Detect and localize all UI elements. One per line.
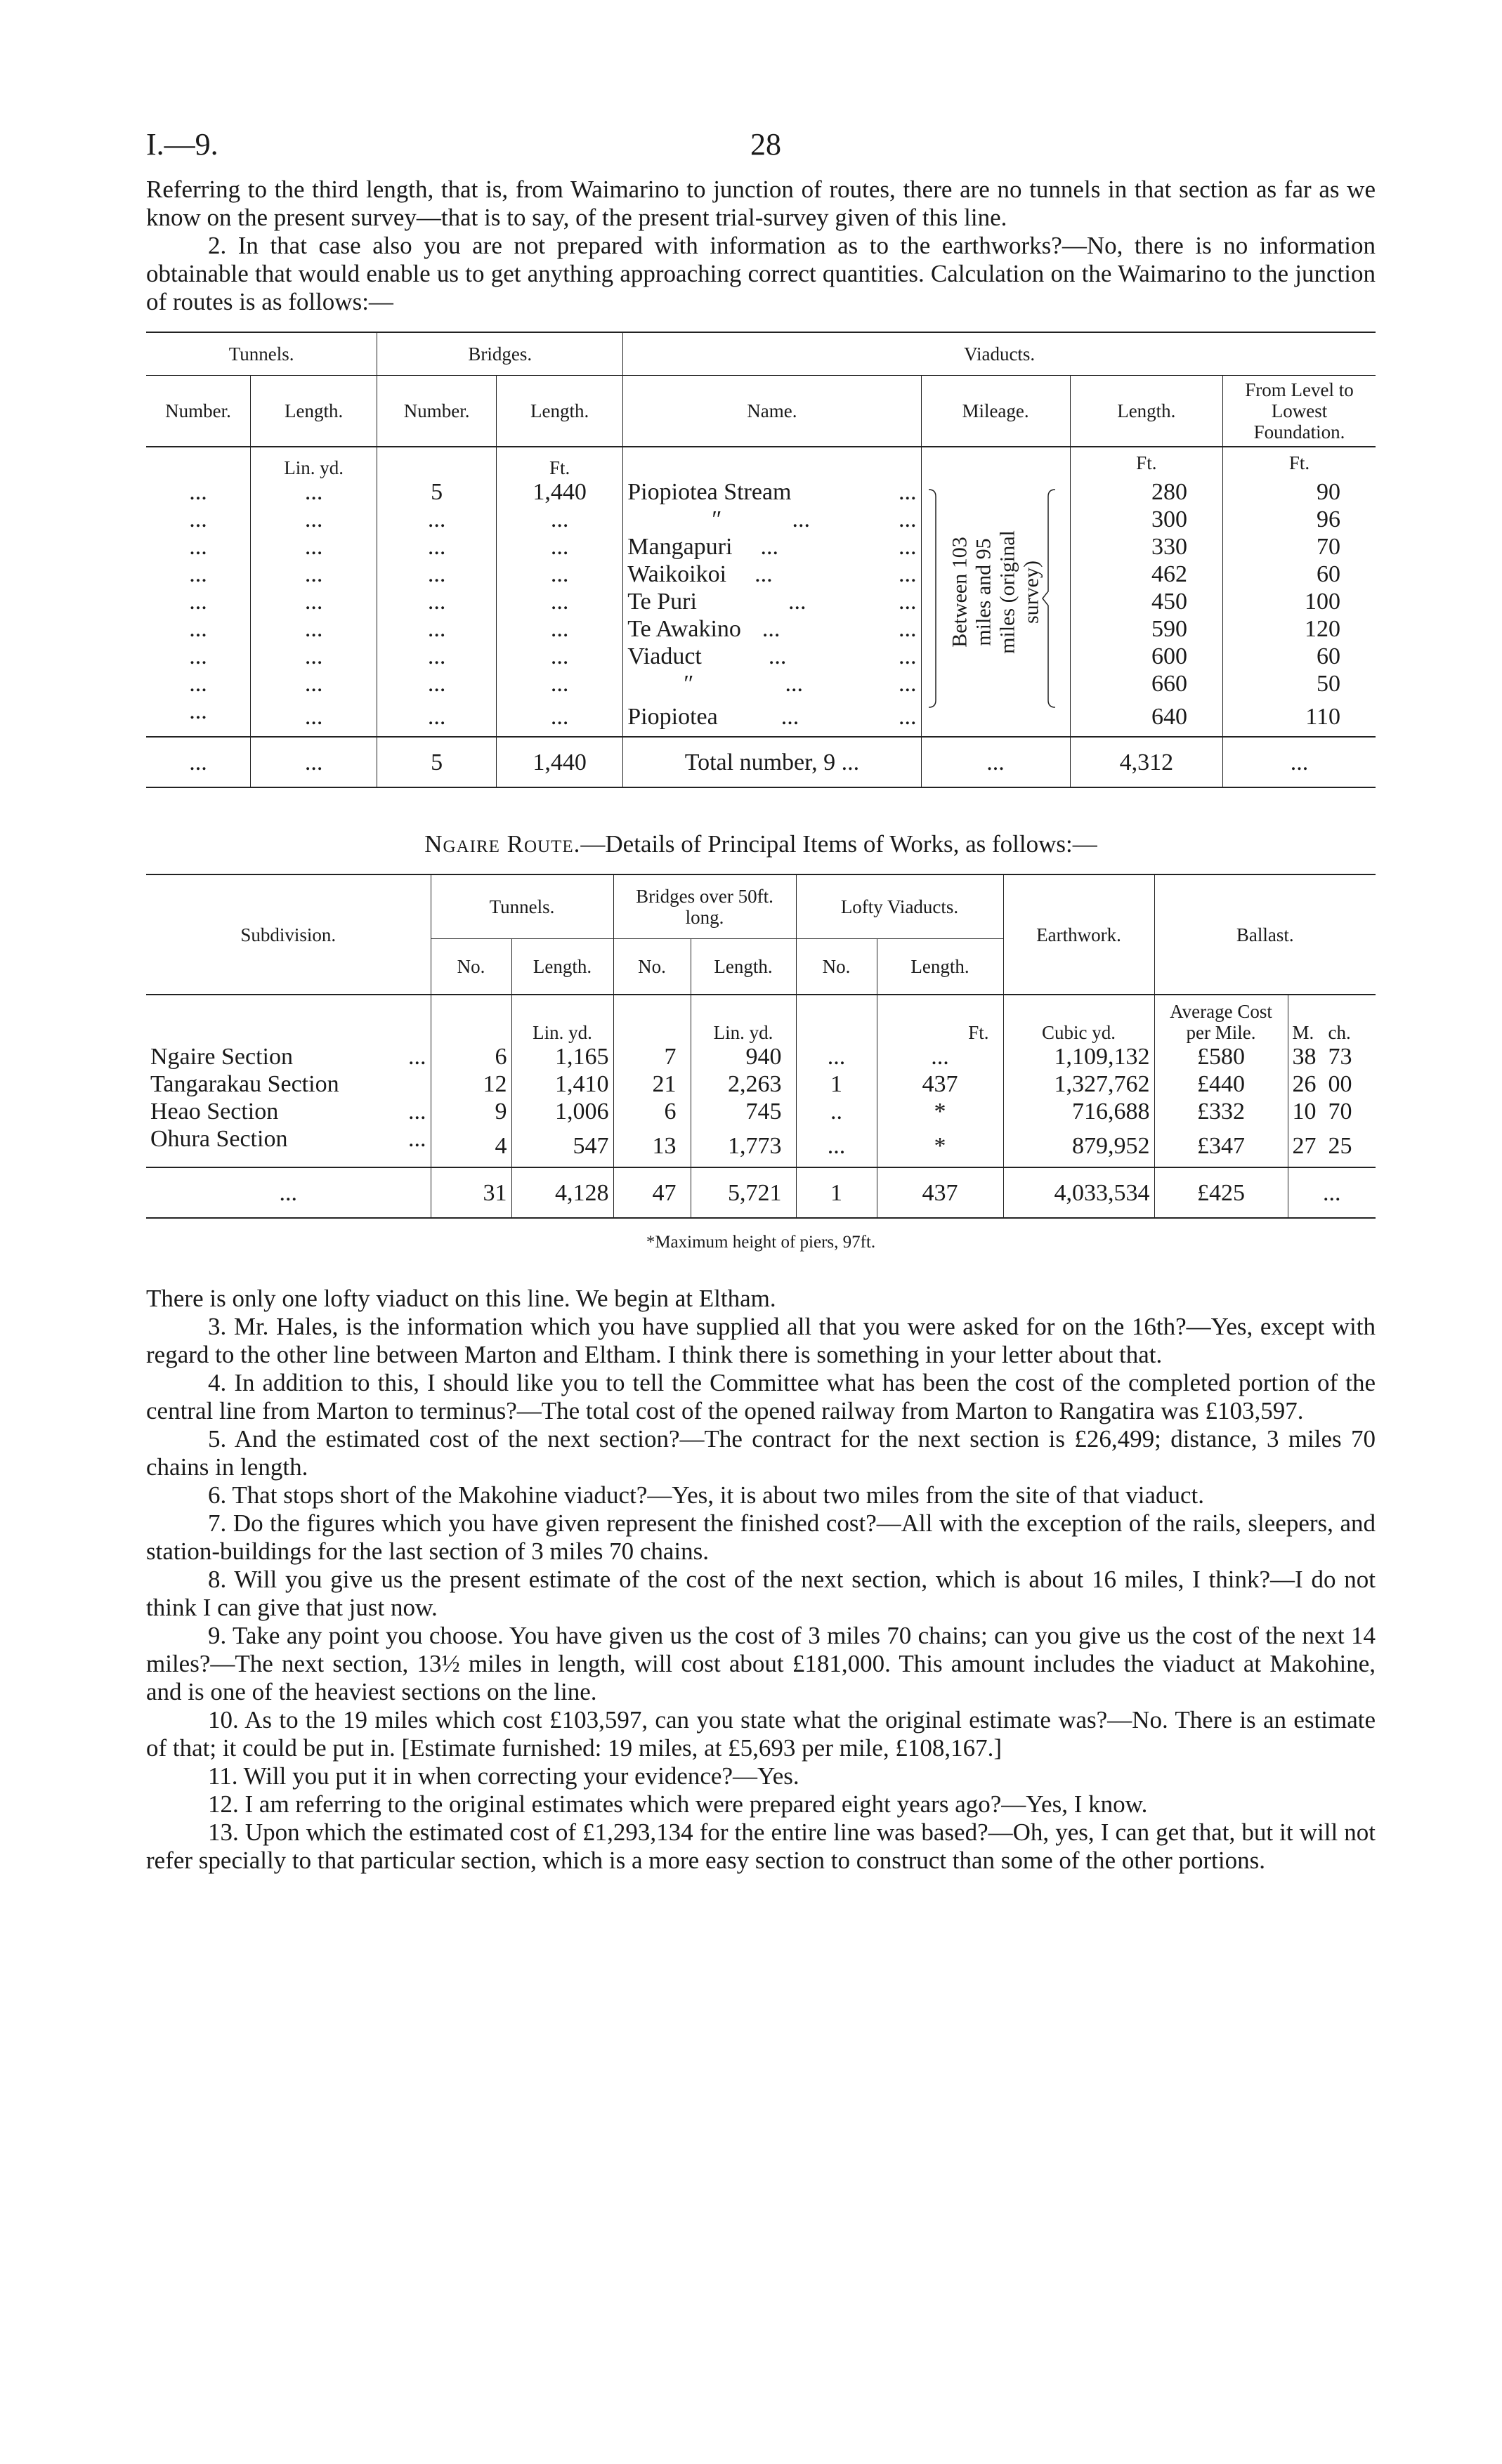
total-bridge-length: 1,440 — [496, 737, 622, 787]
bridge-length: 2,263 — [691, 1070, 796, 1098]
average-cost: £580 — [1154, 1043, 1288, 1070]
bridge-no-header: No. — [613, 939, 691, 995]
tunnel-no: 4 — [431, 1125, 511, 1167]
question-10: 10. As to the 19 miles which cost £103,597, can you state what the original estimate was?—No. There is an estimate of that; it could be put in. [Estimate furnished: 19 miles, at £5,693 per mile, £108,167.] — [146, 1706, 1376, 1762]
total-bridge-no: 47 — [613, 1167, 691, 1218]
ballast-miles-chains: 38 73 — [1292, 1044, 1352, 1070]
bridges-header: Bridges over 50ft. long. — [613, 874, 796, 939]
question-7: 7. Do the figures which you have given represent the finished cost?—All with the exception of the rails, sleepers, and station-buildings for the last section of 3 miles 70 chains. — [146, 1509, 1376, 1565]
total-bridge-length: 5,721 — [691, 1167, 796, 1218]
table-row: ... ... ... ... Piopiotea ... ... 640 110 — [146, 697, 1376, 737]
viaduct-length-header: Length. — [877, 939, 1003, 995]
viaduct-no: .. — [796, 1098, 877, 1125]
viaduct-length: * — [877, 1098, 1003, 1125]
evidence-paragraph: There is only one lofty viaduct on this line. We begin at Eltham. — [146, 1285, 776, 1312]
viaduct-level: 50 — [1317, 671, 1340, 697]
viaduct-name: Mangapuri ... ... — [623, 533, 921, 561]
mileage-cell — [921, 447, 1070, 737]
viaduct-no: ... — [796, 1125, 877, 1167]
earthwork-header: Earthwork. — [1003, 874, 1154, 995]
tunnel-length-header: Length. — [250, 376, 377, 447]
viaduct-length: 300 — [1070, 506, 1222, 533]
bridge-no: 13 — [613, 1125, 691, 1167]
tunnels-header: Tunnels. — [431, 874, 613, 939]
tunnel-no-header: No. — [431, 939, 511, 995]
table-row — [146, 1043, 1376, 1070]
bridge-no: 6 — [613, 1098, 691, 1125]
viaduct-length-unit: Ft. — [1070, 447, 1222, 478]
viaduct-length: 600 — [1070, 643, 1222, 670]
viaduct-name: Waikoikoi ... ... — [623, 561, 921, 588]
tunnel-no: 9 — [431, 1098, 511, 1125]
page-number: 28 — [750, 127, 781, 162]
total-average-cost: £425 — [1154, 1167, 1288, 1218]
question-3: 3. Mr. Hales, is the information which you have supplied all that you were asked for on the 16th?—Yes, except with regard to the other line between Marton and Eltham. I think there is something in your letter about that. — [146, 1313, 1376, 1368]
earthwork-value: 1,327,762 — [1003, 1070, 1154, 1098]
total-tunnel-length: 4,128 — [511, 1167, 613, 1218]
viaduct-name: Piopiotea ... ... — [623, 697, 921, 737]
tunnel-length: 547 — [511, 1125, 613, 1167]
ballast-miles-chains: 10 70 — [1292, 1099, 1352, 1125]
viaduct-length: * — [877, 1125, 1003, 1167]
bridge-no: 21 — [613, 1070, 691, 1098]
total-row: ... 31 4,128 47 5,721 1 437 4,033,534 £425 ... — [146, 1167, 1376, 1218]
question-2: 2. In that case also you are not prepared with information as to the earthworks?—No, there is no information obtainable that would enable us to get anything approaching correct quantities. Calculation on the Waimarino to the junction of routes is as follows:— — [146, 232, 1376, 315]
table-row: ... ... ... ... Te Awakino ... ... 590 120 — [146, 615, 1376, 643]
tunnel-length: 1,165 — [511, 1043, 613, 1070]
viaduct-name: ″ ... ... — [623, 670, 921, 697]
bridge-length-unit: Lin. yd. — [691, 995, 796, 1043]
tunnels-group-header: Tunnels. — [146, 332, 377, 376]
bridge-number: 5 — [377, 478, 497, 506]
viaduct-name: Viaduct ... ... — [623, 643, 921, 670]
bridge-length: 1,773 — [691, 1125, 796, 1167]
bridge-length: 745 — [691, 1098, 796, 1125]
earthwork-value: 879,952 — [1003, 1125, 1154, 1167]
table-row: ... ... ... ... Viaduct ... ... 600 60 — [146, 643, 1376, 670]
total-bridge-number: 5 — [377, 737, 497, 787]
bridge-no: 7 — [613, 1043, 691, 1070]
document-reference: I.—9. — [146, 127, 218, 162]
table-row: ... ... ... ... Te Puri ... ... 450 100 — [146, 588, 1376, 615]
table-row — [146, 1125, 1376, 1167]
bridge-length-header: Length. — [496, 376, 622, 447]
viaduct-length: 590 — [1070, 615, 1222, 643]
document-page — [146, 126, 1376, 1875]
question-11: 11. Will you put it in when correcting your evidence?—Yes. — [208, 1762, 799, 1790]
total-earthwork: 4,033,534 — [1003, 1167, 1154, 1218]
total-viaduct-length: 437 — [877, 1167, 1003, 1218]
viaduct-mileage-header: Mileage. — [921, 376, 1070, 447]
average-cost: £347 — [1154, 1125, 1288, 1167]
viaduct-level-unit: Ft. — [1288, 452, 1310, 473]
question-12: 12. I am referring to the original estimates which were prepared eight years ago?—Yes, I know. — [208, 1790, 1148, 1818]
subdivision-name: Ngaire Section ... — [146, 1043, 431, 1070]
tunnel-length-header: Length. — [511, 939, 613, 995]
average-cost: £440 — [1154, 1070, 1288, 1098]
subdivision-name: Ohura Section ... — [146, 1125, 431, 1167]
question-8: 8. Will you give us the present estimate of the cost of the next section, which is about 16 miles, I think?—I do not think I can give that just now. — [146, 1566, 1376, 1621]
tunnel-length: 1,410 — [511, 1070, 613, 1098]
viaduct-length: 462 — [1070, 561, 1222, 588]
viaducts-header: Lofty Viaducts. — [796, 874, 1003, 939]
viaduct-level: 110 — [1305, 704, 1340, 730]
total-viaduct-length: 4,312 — [1070, 737, 1222, 787]
viaduct-length: 280 — [1070, 478, 1222, 506]
question-9: 9. Take any point you choose. You have given us the cost of 3 miles 70 chains; can you give us the cost of the next 14 miles?—The next section, 13½ miles in length, will cost about £181,000. This amount includes the viaduct at Makohine, and is one of the heaviest sections on the line. — [146, 1622, 1376, 1705]
viaduct-no: 1 — [796, 1070, 877, 1098]
viaduct-length: ... — [877, 1043, 1003, 1070]
tunnel-no: 12 — [431, 1070, 511, 1098]
viaduct-level: 120 — [1305, 616, 1340, 642]
viaduct-length: 640 — [1070, 697, 1222, 737]
viaduct-level: 70 — [1317, 534, 1340, 560]
viaduct-level-header: From Level to Lowest Foundation. — [1245, 379, 1354, 443]
viaduct-length: 450 — [1070, 588, 1222, 615]
question-6: 6. That stops short of the Makohine viaduct?—Yes, it is about two miles from the site of that viaduct. — [208, 1481, 1204, 1509]
page-header — [146, 126, 1376, 176]
total-viaduct-no: 1 — [796, 1167, 877, 1218]
viaduct-length-header: Length. — [1070, 376, 1222, 447]
table-row: ... ... ... ... Mangapuri ... ... 330 70 — [146, 533, 1376, 561]
bridge-length-unit: Ft. — [496, 447, 622, 478]
viaduct-length: 660 — [1070, 670, 1222, 697]
miles-chains-unit: M. ch. — [1292, 1022, 1351, 1043]
mileage-note: Between 103 miles and 95 miles (original survey) — [948, 530, 1043, 654]
viaduct-no-header: No. — [796, 939, 877, 995]
earthwork-unit: Cubic yd. — [1003, 995, 1154, 1043]
viaduct-level: 90 — [1317, 479, 1340, 505]
average-cost-unit: Average Cost per Mile. — [1154, 995, 1288, 1043]
viaduct-level: 100 — [1305, 589, 1340, 615]
total-viaduct-count: Total number, 9 ... — [623, 737, 921, 787]
table-row: ... ... ... ... Waikoikoi ... ... 462 60 — [146, 561, 1376, 588]
viaduct-level: 60 — [1317, 561, 1340, 587]
viaducts-group-header: Viaducts. — [623, 332, 1376, 376]
question-13: 13. Upon which the estimated cost of £1,293,134 for the entire line was based?—Oh, yes, I can get that, but it will not refer specially to that particular section, which is a more easy section to construct than some of the other portions. — [146, 1818, 1376, 1874]
waimarino-works-table — [146, 332, 1376, 788]
viaduct-no: ... — [796, 1043, 877, 1070]
question-4: 4. In addition to this, I should like you to tell the Committee what has been the cost of the completed portion of the central line from Marton to terminus?—The total cost of the opened railway from Marton to Rangatira was £103,597. — [146, 1369, 1376, 1424]
table-row — [146, 1098, 1376, 1125]
ballast-miles-chains: 26 00 — [1292, 1071, 1352, 1097]
earthwork-value: 716,688 — [1003, 1098, 1154, 1125]
subdivision-name: Heao Section ... — [146, 1098, 431, 1125]
ngaire-route-heading: Ngaire Route.—Details of Principal Items of Works, as follows:— — [424, 830, 1097, 858]
table-row: ... ... 5 1,440 Piopiotea Stream ... 280 90 — [146, 478, 1376, 506]
table-row: ... ... ... ... ″ ... ... 300 96 — [146, 506, 1376, 533]
ballast-miles-chains: 27 25 — [1292, 1133, 1352, 1159]
viaduct-name: Te Puri ... ... — [623, 588, 921, 615]
tunnel-length-unit: Lin. yd. — [511, 995, 613, 1043]
viaduct-level: 96 — [1317, 506, 1340, 532]
total-tunnel-no: 31 — [431, 1167, 511, 1218]
viaduct-level: 60 — [1317, 643, 1340, 669]
viaduct-name-header: Name. — [623, 376, 921, 447]
subdivision-name: Tangarakau Section — [146, 1070, 431, 1098]
bridges-group-header: Bridges. — [377, 332, 623, 376]
earthwork-value: 1,109,132 — [1003, 1043, 1154, 1070]
tunnel-number-header: Number. — [146, 376, 250, 447]
tunnel-no: 6 — [431, 1043, 511, 1070]
viaduct-name: Te Awakino ... ... — [623, 615, 921, 643]
question-5: 5. And the estimated cost of the next section?—The contract for the next section is £26,499; distance, 3 miles 70 chains in length. — [146, 1425, 1376, 1481]
table-footnote: *Maximum height of piers, 97ft. — [646, 1233, 876, 1252]
tunnel-length-unit: Lin. yd. — [250, 447, 377, 478]
viaduct-length-unit: Ft. — [877, 995, 1003, 1043]
ballast-header: Ballast. — [1236, 924, 1294, 945]
table-row — [146, 1070, 1376, 1098]
viaduct-length: 330 — [1070, 533, 1222, 561]
viaduct-name: Piopiotea Stream ... — [623, 478, 921, 506]
viaduct-length: 437 — [877, 1070, 1003, 1098]
bridge-length-header: Length. — [691, 939, 796, 995]
tunnel-length: 1,006 — [511, 1098, 613, 1125]
bridge-number-header: Number. — [377, 376, 497, 447]
bridge-length: 940 — [691, 1043, 796, 1070]
total-row: ... ... 5 1,440 Total number, 9 ... ... 4,312 ... — [146, 737, 1376, 787]
bridge-length: 1,440 — [496, 478, 622, 506]
subdivision-header: Subdivision. — [146, 874, 431, 995]
ngaire-route-table — [146, 874, 1376, 1219]
average-cost: £332 — [1154, 1098, 1288, 1125]
intro-paragraph: Referring to the third length, that is, from Waimarino to junction of routes, there are no tunnels in that section as far as we know on the present survey—that is to say, of the present trial-survey given of this line. — [146, 176, 1376, 231]
table-row: ... ... ... ... ″ ... ... 660 50 — [146, 670, 1376, 697]
viaduct-name: ″ ... ... — [623, 506, 921, 533]
